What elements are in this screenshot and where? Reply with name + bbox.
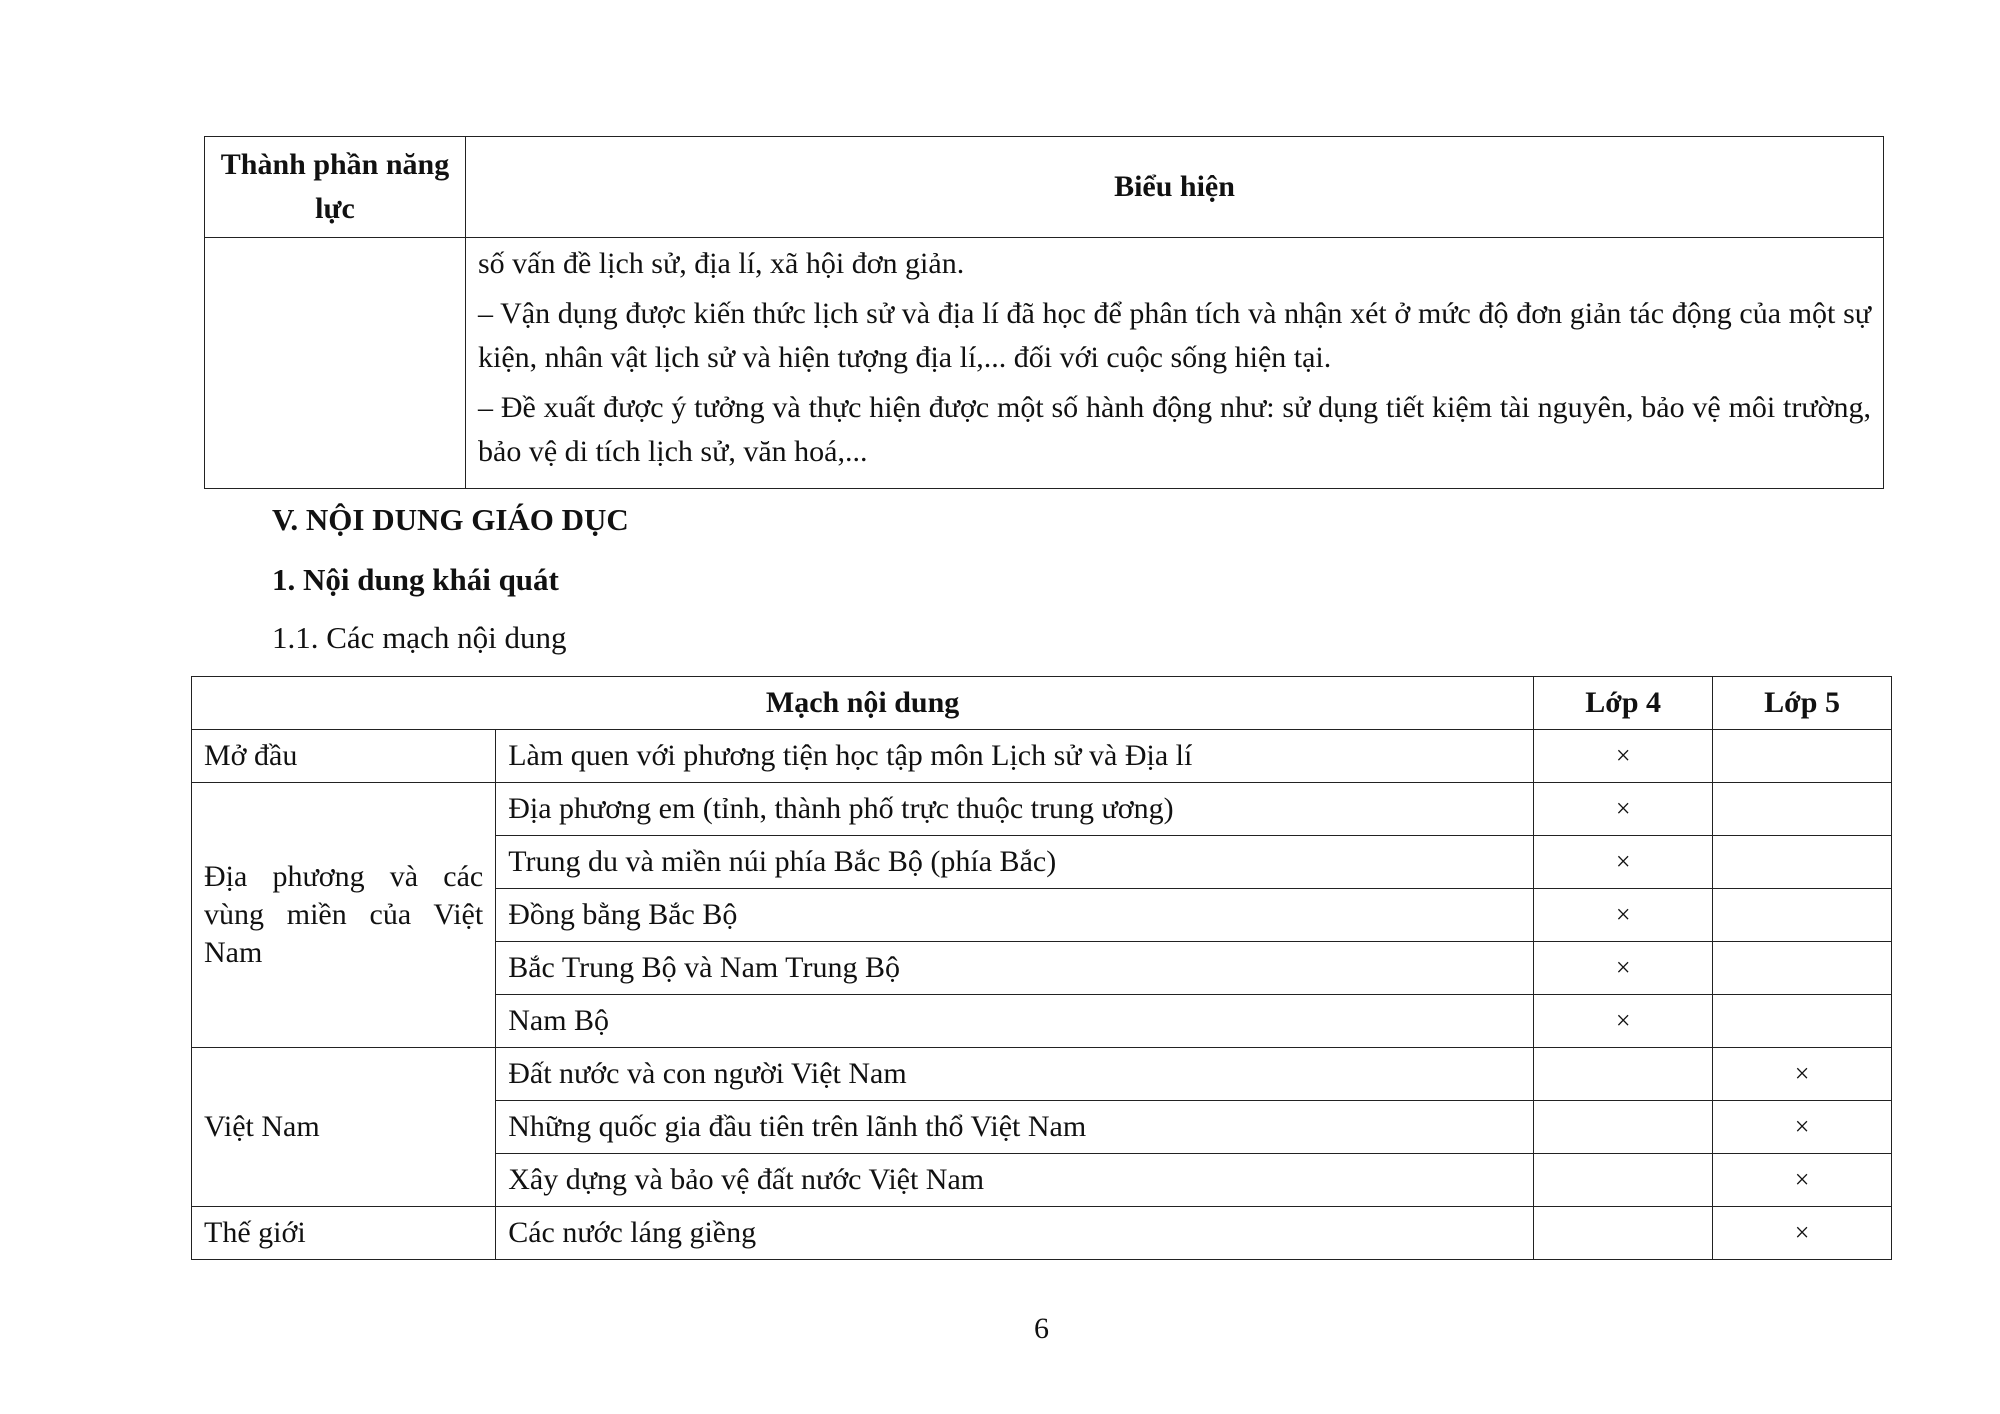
- grade4-mark: [1534, 1048, 1713, 1101]
- header-content: Mạch nội dung: [192, 677, 1534, 730]
- competency-header-row: [205, 137, 1884, 238]
- expression-line: – Vận dụng được kiến thức lịch sử và địa lí đã học để phân tích và nhận xét ở mức độ đơn giản tác động của một sự kiện, nhân vật lịch sử và hiện tượng địa lí,... đối với cuộc sống hiện tại.: [478, 297, 1871, 374]
- grade4-mark: ×: [1534, 942, 1713, 995]
- topic-cell: Đất nước và con người Việt Nam: [496, 1048, 1534, 1101]
- header-component: Thành phần năng lực: [205, 137, 466, 238]
- grade4-mark: ×: [1534, 995, 1713, 1048]
- grade5-mark: [1713, 783, 1892, 836]
- grade4-mark: ×: [1534, 836, 1713, 889]
- group-name: Việt Nam: [192, 1048, 496, 1207]
- grade5-mark: [1713, 942, 1892, 995]
- grade4-mark: ×: [1534, 730, 1713, 783]
- grade4-mark: ×: [1534, 889, 1713, 942]
- grade4-mark: [1534, 1101, 1713, 1154]
- header-expression: Biểu hiện: [466, 137, 1884, 238]
- topic-cell: Xây dựng và bảo vệ đất nước Việt Nam: [496, 1154, 1534, 1207]
- topic-cell: Nam Bộ: [496, 995, 1534, 1048]
- subsubsection-title: 1.1. Các mạch nội dung: [272, 620, 567, 655]
- grade4-mark: ×: [1534, 783, 1713, 836]
- grade5-mark: ×: [1713, 1048, 1892, 1101]
- topic-cell: Địa phương em (tỉnh, thành phố trực thuộc trung ương): [496, 783, 1534, 836]
- group-name: Thế giới: [192, 1207, 496, 1260]
- topic-cell: Những quốc gia đầu tiên trên lãnh thổ Việt Nam: [496, 1101, 1534, 1154]
- header-grade4: Lớp 4: [1534, 677, 1713, 730]
- expression-line: số vấn đề lịch sử, địa lí, xã hội đơn giản.: [478, 247, 965, 280]
- group-name: Địa phương và các vùng miền của Việt Nam: [192, 783, 496, 1048]
- expression-cell: [466, 238, 1884, 489]
- section-title: V. NỘI DUNG GIÁO DỤC: [272, 502, 629, 537]
- topic-cell: Đồng bằng Bắc Bộ: [496, 889, 1534, 942]
- grade5-mark: [1713, 836, 1892, 889]
- content-table: [191, 676, 1892, 1260]
- topic-cell: Làm quen với phương tiện học tập môn Lịch sử và Địa lí: [496, 730, 1534, 783]
- grade4-mark: [1534, 1207, 1713, 1260]
- grade5-mark: ×: [1713, 1101, 1892, 1154]
- table-row: [192, 1048, 1892, 1101]
- subsection-title: 1. Nội dung khái quát: [272, 562, 559, 597]
- table-row: [192, 1207, 1892, 1260]
- topic-cell: Trung du và miền núi phía Bắc Bộ (phía Bắc): [496, 836, 1534, 889]
- header-grade5: Lớp 5: [1713, 677, 1892, 730]
- competency-table: [204, 136, 1884, 489]
- grade5-mark: [1713, 730, 1892, 783]
- expression-line: – Đề xuất được ý tưởng và thực hiện được một số hành động như: sử dụng tiết kiệm tài nguyên, bảo vệ môi trường, bảo vệ di tích lịch sử, văn hoá,...: [478, 391, 1871, 468]
- topic-cell: Các nước láng giềng: [496, 1207, 1534, 1260]
- table-row: [192, 783, 1892, 836]
- competency-row: [205, 238, 1884, 489]
- topic-cell: Bắc Trung Bộ và Nam Trung Bộ: [496, 942, 1534, 995]
- grade5-mark: ×: [1713, 1154, 1892, 1207]
- content-header-row: [192, 677, 1892, 730]
- group-name: Mở đầu: [192, 730, 496, 783]
- grade5-mark: [1713, 889, 1892, 942]
- table-row: [192, 730, 1892, 783]
- grade4-mark: [1534, 1154, 1713, 1207]
- grade5-mark: [1713, 995, 1892, 1048]
- page-number: 6: [1034, 1312, 1049, 1345]
- component-cell: [205, 238, 466, 489]
- grade5-mark: ×: [1713, 1207, 1892, 1260]
